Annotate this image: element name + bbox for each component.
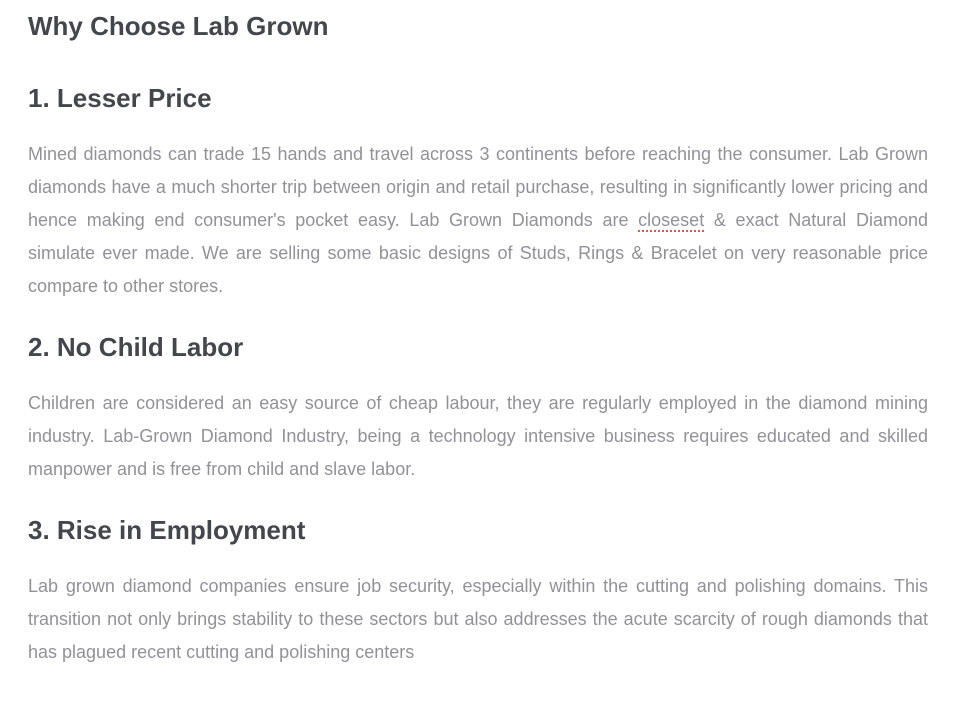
section-paragraph-no-child-labor: Children are considered an easy source of cheap labour, they are regularly employed in the diamond mining industry. Lab-Grown Diamond Industry, being a technology intensive business requires educated and skilled manpower and is free from child and slave labor. — [28, 393, 928, 479]
section-lesser-price — [28, 83, 928, 303]
section-heading-rise-in-employment: 3. Rise in Employment — [28, 515, 306, 545]
section-heading-no-child-labor: 2. No Child Labor — [28, 332, 244, 362]
page-title: Why Choose Lab Grown — [28, 11, 329, 41]
section-no-child-labor — [28, 332, 928, 486]
section-heading-lesser-price: 1. Lesser Price — [28, 83, 212, 113]
paragraph-text-before-misspelling: Mined diamonds can trade 15 hands and travel across 3 continents before reaching the consumer. Lab Grown diamonds have a much shorter trip between origin and retail purchase, resulting in significantly lower pricing and hence making end consumer's pocket easy. Lab Grown Diamonds are — [28, 144, 928, 230]
paragraph-text-after-misspelling: & exact Natural Diamond simulate ever made. We are selling some basic designs of Studs, Rings & Bracelet on very reasonable price compare to other stores. — [28, 210, 928, 296]
misspelled-word-spellcheck: closeset — [638, 210, 705, 230]
section-rise-in-employment — [28, 515, 928, 669]
section-paragraph-lesser-price — [28, 138, 928, 303]
section-paragraph-rise-in-employment: Lab grown diamond companies ensure job security, especially within the cutting and polishing domains. This transition not only brings stability to these sectors but also addresses the acute scarcity of rough diamonds that has plagued recent cutting and polishing centers — [28, 576, 928, 662]
